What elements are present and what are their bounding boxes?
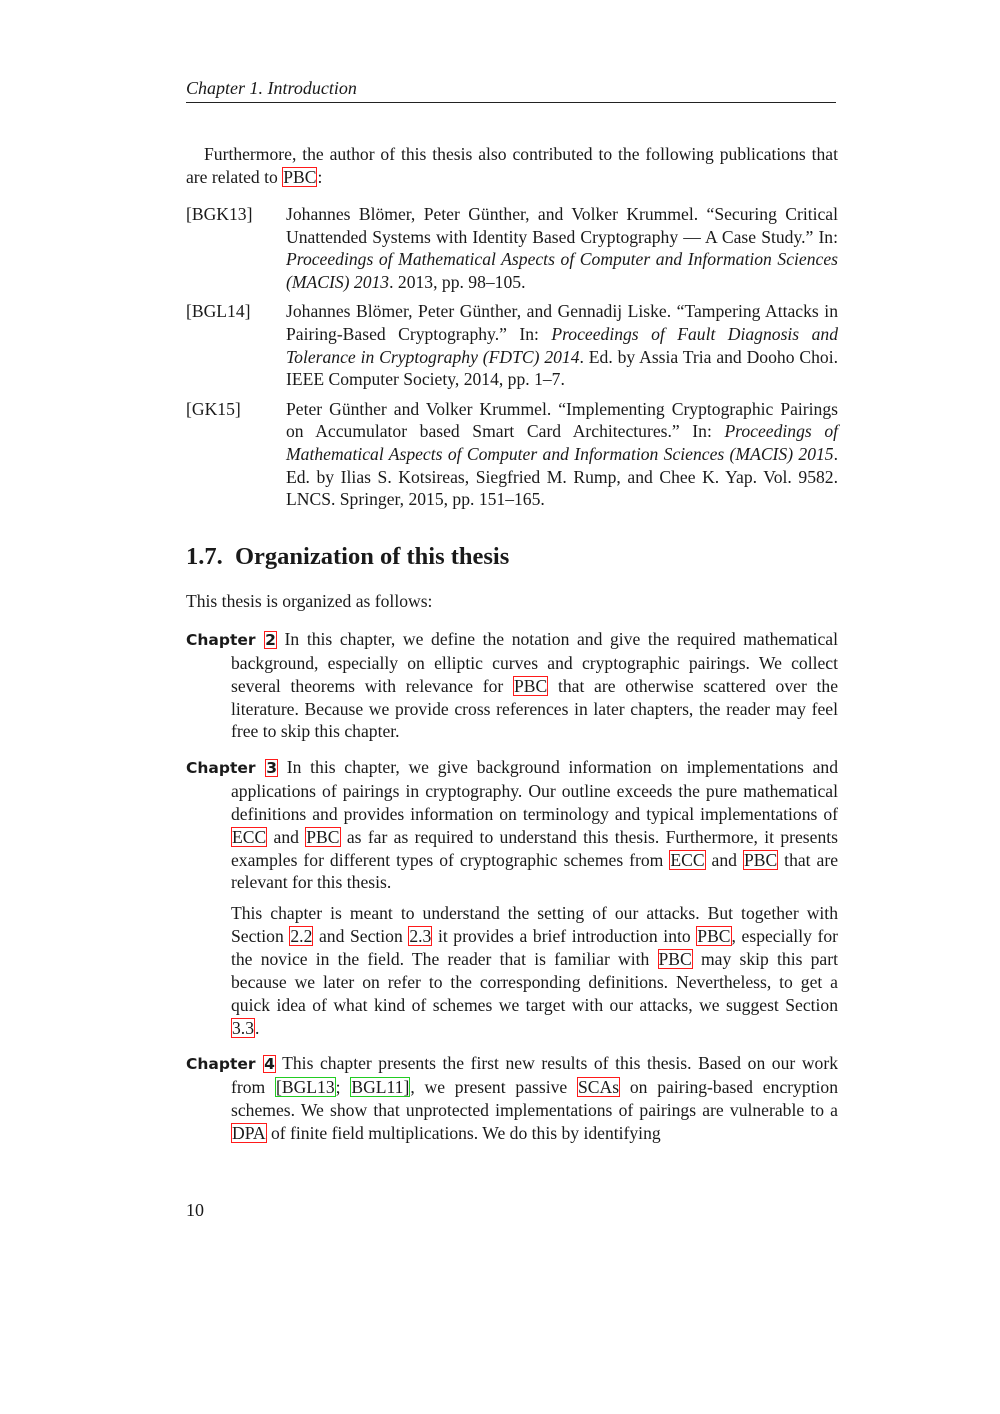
chapter-description: [186, 628, 838, 743]
running-header: Chapter 1. Introduction: [186, 78, 836, 103]
text-run: as far as required to understand this thesis. Furthermore, it presents examples for different types of cryptographic schemes from: [231, 826, 838, 870]
pbc-link[interactable]: PBC: [697, 926, 731, 947]
section-title: Organization of this thesis: [235, 543, 510, 570]
text-run: .: [255, 1017, 260, 1038]
text-run: of finite field multiplications. We do this by identifying: [266, 1122, 661, 1143]
chapter-label: [186, 631, 277, 649]
reference-venue: Proceedings of Fault Diagnosis and Tolerance in Cryptography (FDTC) 2014: [286, 323, 838, 367]
text-run: This chapter presents the first new results of this thesis. Based on our work from: [231, 1053, 838, 1098]
reference-venue: Proceedings of Mathematical Aspects of Computer and Information Sciences (MACIS) 2013: [286, 249, 838, 292]
chapter-list: [186, 628, 838, 1158]
chapter-item: [186, 1052, 838, 1144]
reference-details: . Ed. by Assia Tria and Dooho Choi. IEEE Computer Society, 2014, pp. 1–7.: [286, 346, 838, 390]
chapter-item: [186, 628, 838, 743]
page-number: 10: [186, 1200, 204, 1220]
text-run: ;: [335, 1077, 351, 1098]
text-run: it provides a brief introduction into: [432, 926, 697, 947]
ecc-link[interactable]: ECC: [670, 849, 705, 870]
reference-authors-title: Johannes Blömer, Peter Günther, and Gennadij Liske. “Tampering Attacks in Pairing-Based Cryptography.” In:: [286, 301, 838, 344]
reference-entry: [186, 398, 838, 511]
reference-text: [286, 398, 838, 511]
reference-text: [286, 203, 838, 293]
text-run: that are otherwise scattered over the literature. Because we provide cross references in later chapters, the reader may feel free to skip this chapter.: [231, 675, 838, 742]
reference-entry: [186, 203, 838, 293]
reference-details: . Ed. by Ilias S. Kotsireas, Siegfried M. Rump, and Chee K. Yap. Vol. 9582. LNCS. Springer, 2015, pp. 151–165.: [286, 443, 838, 510]
publication-list: [186, 203, 838, 518]
text-run: , we present passive: [410, 1077, 577, 1098]
chapter-label: [186, 1055, 276, 1073]
section-ref-link[interactable]: 3.3: [232, 1017, 254, 1038]
text-run: may skip this part because we later on refer to the corresponding definitions. Nevertheless, to get a quick idea of what kind of schemes we target with our attacks, we suggest Section: [231, 948, 838, 1015]
chapter-word: Chapter: [186, 1055, 256, 1074]
intro-text: Furthermore, the author of this thesis also contributed to the following publications that are related to: [186, 144, 838, 187]
ecc-link[interactable]: ECC: [232, 826, 267, 847]
chapter-description-continued: [186, 902, 838, 1039]
reference-text: [286, 300, 838, 390]
reference-authors-title: Peter Günther and Volker Krummel. “Implementing Cryptographic Pairings on Accumulator based Smart Card Architectures.” In:: [286, 398, 838, 442]
dpa-link[interactable]: DPA: [232, 1122, 266, 1143]
pbc-link[interactable]: PBC: [306, 826, 340, 847]
reference-entry: [186, 300, 838, 390]
text-run: , especially for the novice in the field. The reader that is familiar with: [231, 926, 838, 969]
chapter-description: [186, 1052, 838, 1144]
chapter-ref-link[interactable]: 4: [264, 1055, 275, 1074]
chapter-ref-link[interactable]: 3: [266, 759, 278, 778]
text-run: and Section: [313, 926, 409, 947]
reference-key: [BGK13]: [186, 204, 253, 224]
pbc-link[interactable]: PBC: [514, 675, 548, 696]
reference-key: [BGL14]: [186, 301, 251, 322]
section-intro: This thesis is organized as follows:: [186, 591, 433, 611]
citation-link[interactable]: [BGL13: [276, 1077, 335, 1098]
text-run: that are relevant for this thesis.: [231, 849, 839, 893]
text-run: In this chapter, we give background information on implementations and applications of pairings in cryptography. Our outline exceeds the pure mathematical definitions and provides information on terminology and typical implementations of: [231, 757, 838, 824]
chapter-word: Chapter: [186, 759, 256, 778]
intro-paragraph: [186, 143, 838, 189]
text-run: on pairing-based encryption schemes. We show that unprotected implementations of pairings are vulnerable to a: [231, 1077, 839, 1121]
text-run: In this chapter, we define the notation and give the required mathematical background, especially on elliptic curves and cryptographic pairings. We collect several theorems with relevance for: [231, 629, 838, 696]
section-number: 1.7.: [186, 543, 223, 570]
section-heading: [186, 543, 509, 571]
chapter-description: [186, 756, 838, 894]
text-run: and: [705, 849, 743, 870]
chapter-item: [186, 756, 838, 1039]
intro-suffix: :: [317, 166, 323, 187]
text-run: and: [267, 826, 306, 847]
reference-authors-title: Johannes Blömer, Peter Günther, and Volker Krummel. “Securing Critical Unattended Systems with Identity Based Cryptography — A Case Study.” In:: [286, 204, 838, 247]
text-run: This chapter is meant to understand the setting of our attacks. But together with Section: [231, 903, 838, 947]
reference-key: [GK15]: [186, 398, 241, 419]
reference-venue: Proceedings of Mathematical Aspects of Computer and Information Sciences (MACIS) 2015: [286, 421, 839, 464]
chapter-word: Chapter: [186, 631, 256, 649]
citation-link[interactable]: BGL11]: [351, 1077, 410, 1098]
pbc-link[interactable]: PBC: [743, 849, 778, 870]
reference-details: . 2013, pp. 98–105.: [389, 271, 526, 292]
pbc-link[interactable]: PBC: [283, 166, 317, 187]
section-ref-link[interactable]: 2.2: [290, 926, 313, 947]
chapter-label: [186, 759, 278, 777]
chapter-ref-link[interactable]: 2: [265, 631, 276, 649]
pbc-link[interactable]: PBC: [658, 948, 692, 969]
section-ref-link[interactable]: 2.3: [409, 926, 432, 947]
sca-link[interactable]: SCAs: [577, 1077, 620, 1098]
